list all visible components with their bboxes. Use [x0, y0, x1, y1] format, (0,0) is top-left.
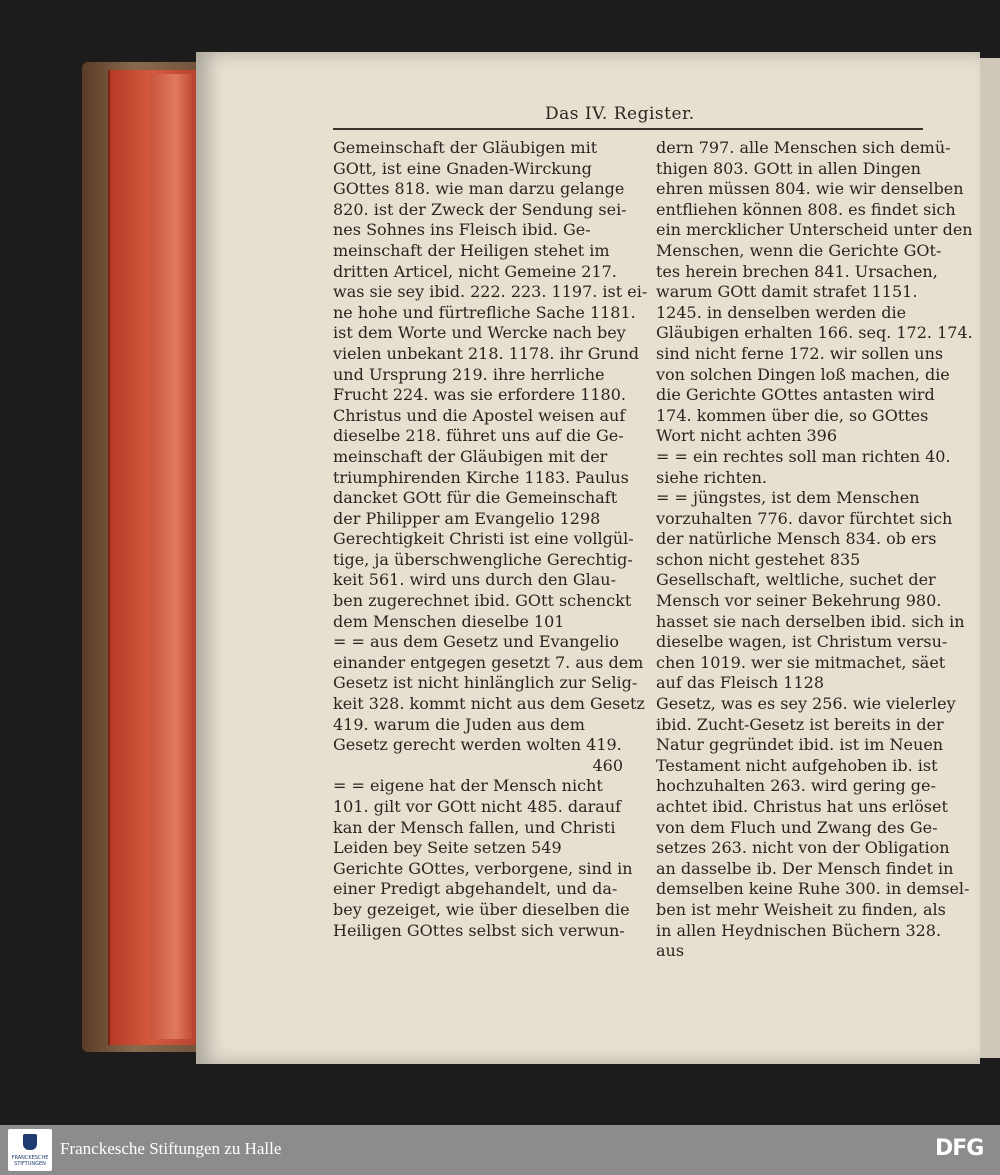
text-line: keit 328. kommt nicht aus dem Gesetz: [333, 694, 645, 714]
text-line: Gerechtigkeit Christi ist eine vollgül-: [333, 529, 634, 549]
text-line: meinschaft der Gläubigen mit der: [333, 446, 608, 466]
text-line: von solchen Dingen loß machen, die: [656, 364, 950, 384]
next-page-edge: [980, 58, 1000, 1058]
text-line: setzes 263. nicht von der Obligation: [656, 838, 950, 858]
text-line: Gesetz, was es sey 256. wie vielerley: [656, 694, 956, 714]
text-line: nes Sohnes ins Fleisch ibid. Ge-: [333, 220, 591, 240]
text-line: Wort nicht achten 396: [656, 426, 837, 446]
text-line: dem Menschen dieselbe 101: [333, 611, 565, 631]
text-line: dancket GOtt für die Gemeinschaft: [333, 488, 618, 508]
text-line: ist dem Worte und Wercke nach bey: [333, 323, 626, 343]
text-line: dritten Articel, nicht Gemeine 217.: [333, 261, 617, 281]
text-line: Frucht 224. was sie erfordere 1180.: [333, 385, 626, 405]
institution-logo[interactable]: [8, 1129, 52, 1171]
text-line: vielen unbekant 218. 1178. ihr Grund: [333, 343, 640, 363]
text-line: Gesellschaft, weltliche, suchet der: [656, 570, 936, 590]
text-line: bey gezeiget, wie über dieselben die: [333, 899, 630, 919]
text-line: entfliehen können 808. es findet sich: [656, 199, 956, 219]
institution-name[interactable]: Franckesche Stiftungen zu Halle: [60, 1139, 282, 1158]
text-line: tes herein brechen 841. Ursachen,: [656, 261, 938, 281]
page-edges-red-inner: [150, 74, 192, 1039]
text-line: warum GOtt damit strafet 1151.: [656, 282, 918, 302]
text-line: dieselbe wagen, ist Christum versu-: [656, 632, 948, 652]
text-line: Menschen, wenn die Gerichte GOt-: [656, 240, 942, 260]
text-line: triumphirenden Kirche 1183. Paulus: [333, 467, 629, 487]
logo-text: FRANCKESCHE STIFTUNGEN: [11, 1155, 49, 1167]
text-line: von dem Fluch und Zwang des Ge-: [656, 817, 938, 837]
text-line: 1245. in denselben werden die: [656, 302, 907, 322]
text-line: der Philipper am Evangelio 1298: [333, 508, 601, 528]
left-column: [333, 138, 648, 941]
text-line: ehren müssen 804. wie wir denselben: [656, 179, 964, 199]
institution-emblem-icon: [23, 1134, 37, 1150]
text-line: 460: [592, 755, 623, 775]
text-line: hasset sie nach derselben ibid. sich in: [656, 611, 965, 631]
text-line: der natürliche Mensch 834. ob ers: [656, 529, 937, 549]
text-line: auf das Fleisch 1128: [656, 673, 825, 693]
text-line: Christus und die Apostel weisen auf: [333, 405, 626, 425]
text-line: ben zugerechnet ibid. GOtt schenckt: [333, 591, 632, 611]
text-line: = = eigene hat der Mensch nicht: [333, 776, 603, 796]
text-line: Natur gegründet ibid. ist im Neuen: [656, 735, 944, 755]
text-line: meinschaft der Heiligen stehet im: [333, 240, 610, 260]
text-line: einer Predigt abgehandelt, und da-: [333, 879, 618, 899]
text-line: chen 1019. wer sie mitmachet, säet: [656, 652, 946, 672]
text-line: demselben keine Ruhe 300. in demsel-: [656, 879, 970, 899]
text-line: schon nicht gestehet 835: [656, 549, 861, 569]
text-line: Testament nicht aufgehoben ib. ist: [656, 755, 938, 775]
text-line: 419. warum die Juden aus dem: [333, 714, 585, 734]
text-line: dern 797. alle Menschen sich demü-: [656, 138, 951, 157]
head-rule: [333, 128, 923, 130]
text-line: an dasselbe ib. Der Mensch findet in: [656, 858, 954, 878]
text-line: und Ursprung 219. ihre herrliche: [333, 364, 605, 384]
text-line: keit 561. wird uns durch den Glau-: [333, 570, 616, 590]
right-column: [656, 138, 973, 962]
text-line: tige, ja überschwengliche Gerechtig-: [333, 549, 633, 569]
text-line: hochzuhalten 263. wird gering ge-: [656, 776, 936, 796]
text-line: Gesetz ist nicht hinlänglich zur Selig-: [333, 673, 638, 693]
text-line: ibid. Zucht-Gesetz ist bereits in der: [656, 714, 944, 734]
footer-bar: [0, 1125, 1000, 1175]
running-head: Das IV. Register.: [545, 104, 695, 124]
text-line: ein mercklicher Unterscheid unter den: [656, 220, 973, 240]
text-line: 820. ist der Zweck der Sendung sei-: [333, 199, 627, 219]
text-line: = = ein rechtes soll man richten 40.: [656, 446, 951, 466]
text-line: sind nicht ferne 172. wir sollen uns: [656, 343, 944, 363]
text-line: = = aus dem Gesetz und Evangelio: [333, 632, 620, 652]
text-line: Heiligen GOttes selbst sich verwun-: [333, 920, 625, 940]
text-line: Gemeinschaft der Gläubigen mit: [333, 138, 598, 157]
text-line: aus: [656, 941, 685, 961]
text-line: ben ist mehr Weisheit zu finden, als: [656, 899, 946, 919]
dfg-logo[interactable]: DFG: [935, 1136, 984, 1161]
text-line: kan der Mensch fallen, und Christi: [333, 817, 616, 837]
text-line: Mensch vor seiner Bekehrung 980.: [656, 591, 942, 611]
text-line: einander entgegen gesetzt 7. aus dem: [333, 652, 644, 672]
text-line: vorzuhalten 776. davor fürchtet sich: [656, 508, 953, 528]
text-line: GOttes 818. wie man darzu gelange: [333, 179, 625, 199]
text-line: dieselbe 218. führet uns auf die Ge-: [333, 426, 624, 446]
text-line: Gerichte GOttes, verborgene, sind in: [333, 858, 633, 878]
text-line: die Gerichte GOttes antasten wird: [656, 385, 935, 405]
text-line: Gläubigen erhalten 166. seq. 172. 174.: [656, 323, 973, 343]
text-line: siehe richten.: [656, 467, 767, 487]
text-line: achtet ibid. Christus hat uns erlöset: [656, 797, 948, 816]
text-line: thigen 803. GOtt in allen Dingen: [656, 158, 921, 178]
text-line: Gesetz gerecht werden wolten 419.: [333, 735, 622, 755]
text-line: GOtt, ist eine Gnaden-Wirckung: [333, 158, 592, 178]
text-line: = = jüngstes, ist dem Menschen: [656, 488, 920, 508]
text-line: in allen Heydnischen Büchern 328.: [656, 920, 942, 940]
text-line: 101. gilt vor GOtt nicht 485. darauf: [333, 797, 622, 816]
text-line: ne hohe und fürtrefliche Sache 1181.: [333, 302, 636, 322]
text-line: Leiden bey Seite setzen 549: [333, 838, 562, 858]
text-line: 174. kommen über die, so GOttes: [656, 405, 929, 425]
text-line: was sie sey ibid. 222. 223. 1197. ist ei-: [333, 282, 648, 302]
